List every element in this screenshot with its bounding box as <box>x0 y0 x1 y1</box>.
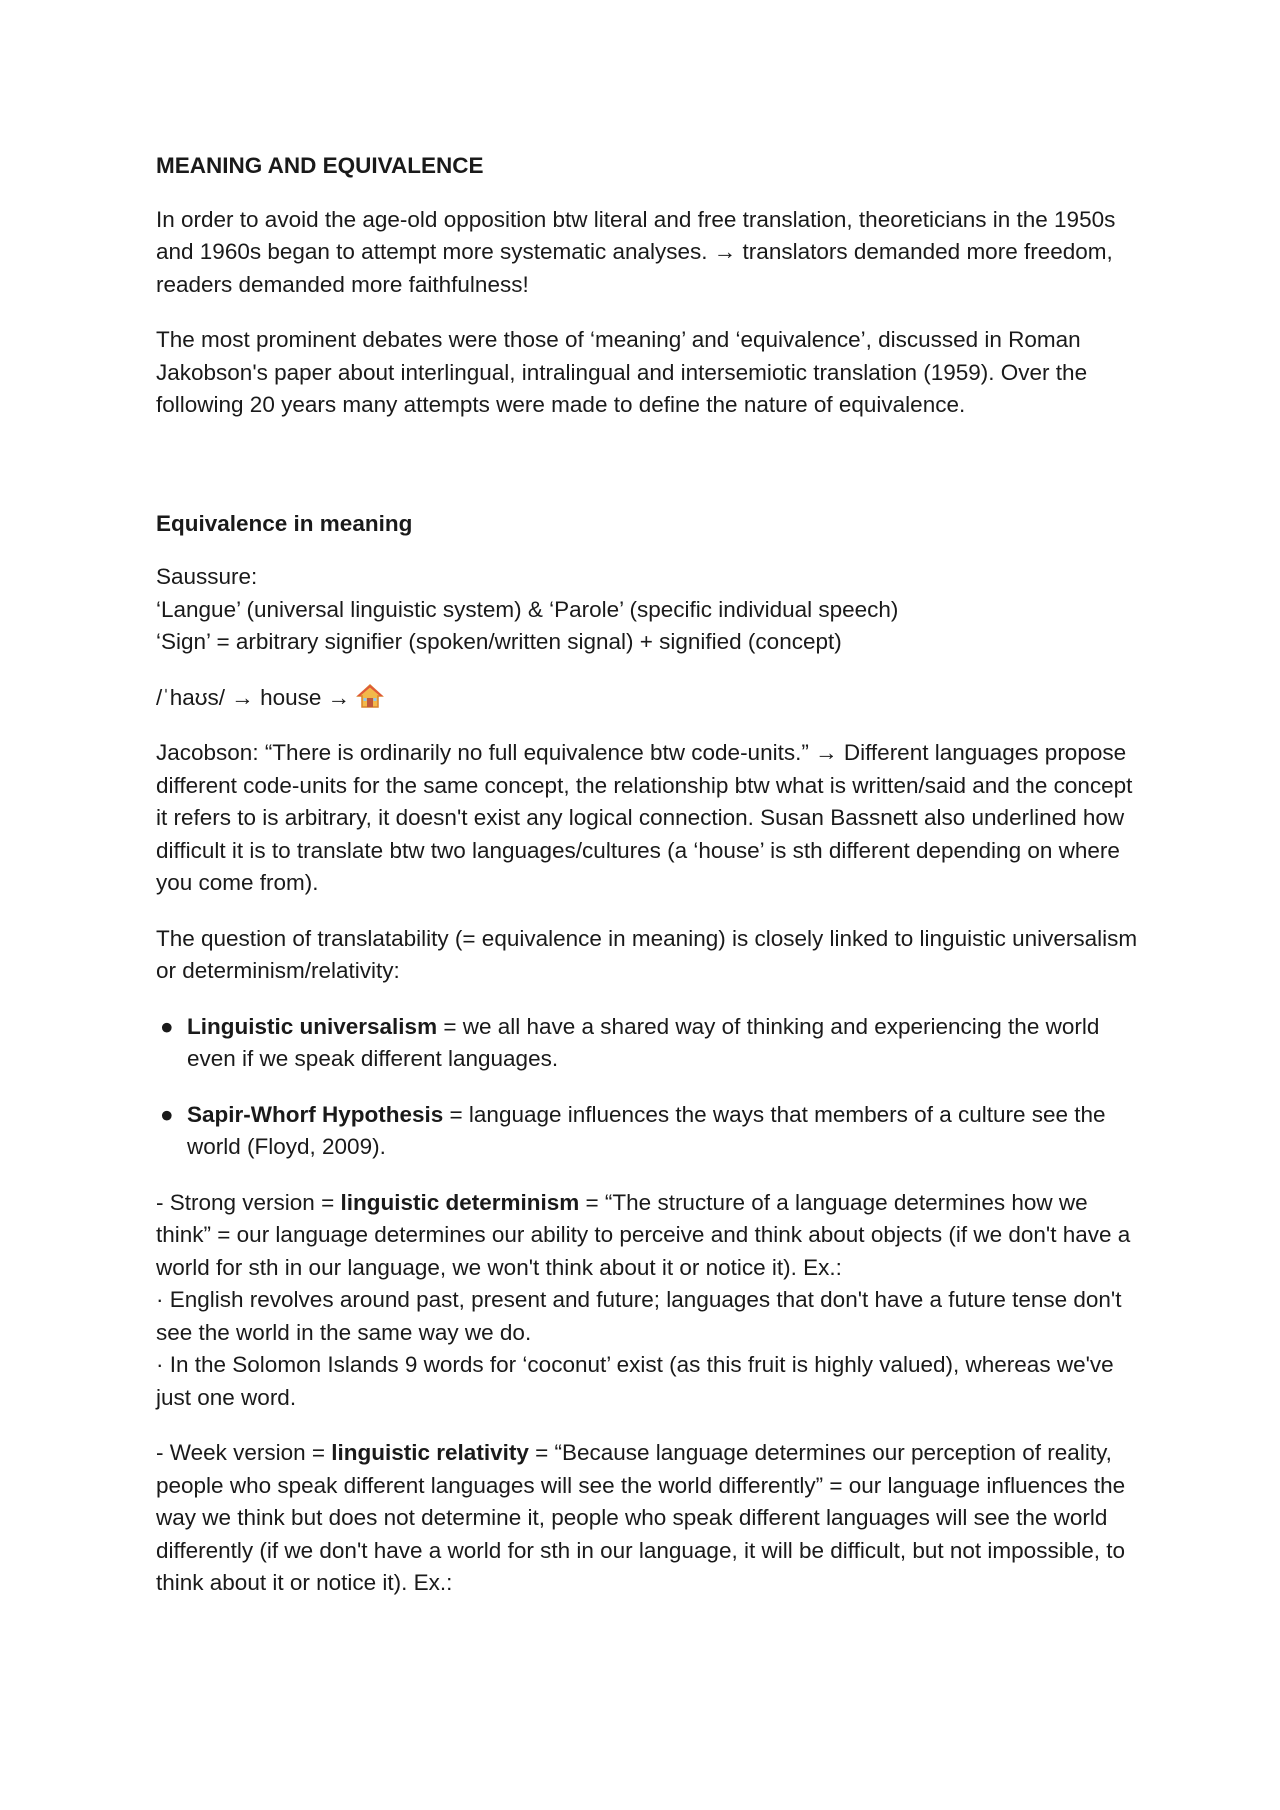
weak-version-paragraph <box>156 1437 1146 1600</box>
house-example <box>156 682 1146 715</box>
bullet-marker: ● <box>160 1101 174 1127</box>
jacobson-paragraph: Jacobson: “There is ordinarily no full equivalence btw code-units.” → Different languages propose different code-units for the same concept, the relationship btw what is written/said and the concept it refers to is arbitrary, it doesn't exist any logical connection. Susan Bassnett also underlined how difficult it is to translate btw two languages/cultures (a ‘house’ is sth different depending on where you come from). <box>156 740 1133 895</box>
intro-paragraph-1: In order to avoid the age-old opposition btw literal and free translation, theoreticians in the 1950s and 1960s began to attempt more systematic analyses. → translators demanded more freedom, readers demanded more faithfulness! <box>156 206 1116 297</box>
section-heading: Equivalence in meaning <box>156 510 413 536</box>
document-page <box>156 150 1146 1623</box>
strong-version-paragraph <box>156 1187 1146 1415</box>
sign-line: ‘Sign’ = arbitrary signifier (spoken/written signal) + signified (concept) <box>156 629 842 654</box>
bullet-marker: ● <box>160 1013 174 1039</box>
weak-version-text: = “Because language determines our perception of reality, people who speak different languages will see the world differently” = our language influences the way we think but does not determine it, people who speak different languages will see the world differently (if we don't have a world for sth in our language, it will be difficult, but not impossible, to think about it or notice it). Ex.: <box>156 1440 1126 1595</box>
bullet-term: Linguistic universalism <box>187 1013 438 1039</box>
translatability-paragraph: The question of translatability (= equivalence in meaning) is closely linked to linguistic universalism or determinism/relativity: <box>156 925 1138 983</box>
saussure-paragraph <box>156 561 1146 659</box>
bullet-text: = language influences the ways that members of a culture see the world (Floyd, 2009). <box>187 1101 1106 1159</box>
saussure-label: Saussure: <box>156 564 258 589</box>
langue-parole-line: ‘Langue’ (universal linguistic system) & ‘Parole’ (specific individual speech) <box>156 596 899 622</box>
weak-version-term: linguistic relativity <box>331 1440 529 1465</box>
intro-paragraph-2: The most prominent debates were those of ‘meaning’ and ‘equivalence’, discussed in Roman Jakobson's paper about interlingual, intralingual and intersemiotic translation (1959). Over the following 20 years many attempts were made to define the nature of equivalence. <box>156 327 1088 417</box>
list-item <box>156 1011 1146 1076</box>
bullet-list <box>156 1011 1146 1164</box>
document-title: MEANING AND EQUIVALENCE <box>156 153 484 178</box>
house-example-text: /ˈhaʊs/ → house → <box>156 684 351 710</box>
strong-example-1: · English revolves around past, present and future; languages that don't have a future tense don't see the world in the same way we do. <box>156 1287 1122 1345</box>
strong-example-2: · In the Solomon Islands 9 words for ‘coconut’ exist (as this fruit is highly valued), whereas we've just one word. <box>156 1352 1114 1410</box>
bullet-term: Sapir-Whorf Hypothesis <box>187 1101 444 1127</box>
list-item <box>156 1099 1146 1164</box>
strong-version-text: = “The structure of a language determines how we think” = our language determines our ability to perceive and think about objects (if we don't have a world for sth in our language, we won't think about it or notice it). Ex.: <box>156 1189 1131 1280</box>
strong-version-term: linguistic determinism <box>340 1189 580 1215</box>
weak-version-prefix: - Week version = <box>156 1440 332 1465</box>
house-icon <box>356 683 384 709</box>
strong-version-prefix: - Strong version = <box>156 1189 341 1215</box>
bullet-text: = we all have a shared way of thinking and experiencing the world even if we speak different languages. <box>187 1013 1100 1071</box>
